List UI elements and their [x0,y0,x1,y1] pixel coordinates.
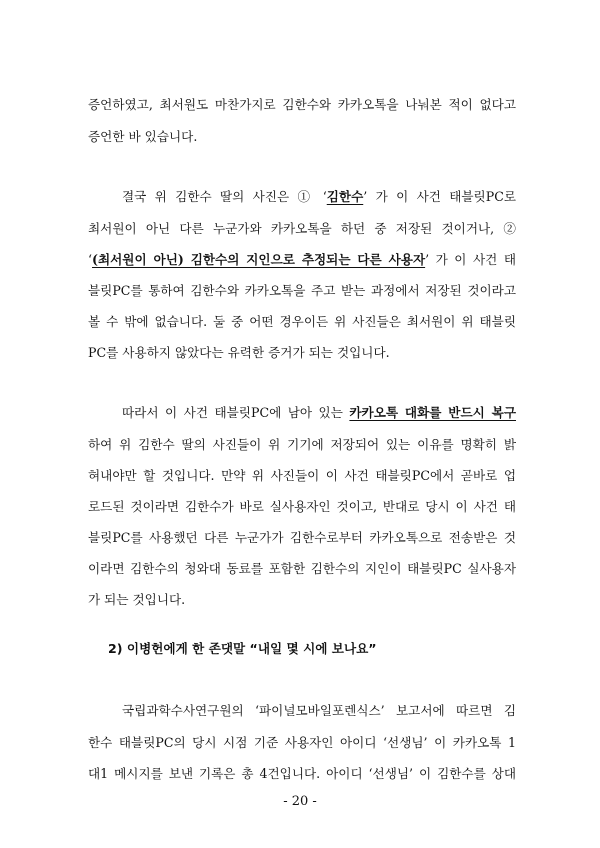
paragraph2-line6: PC를 사용하지 않았다는 유력한 증거가 되는 것입니다. [88,345,390,360]
paragraph3-line6: 이라면 김한수의 청와대 동료를 포함한 김한수의 지인이 태블릿PC 실사용자 [88,561,516,576]
paragraph2-line1 [88,188,516,206]
emphasis-other-user: (최서원이 아닌) 김한수의 지인으로 추정되는 다른 사용자 [92,252,426,267]
paragraph3-line5: 블릿PC를 사용했던 다른 누군가가 김한수로부터 카카오톡으로 전송받은 것 [88,530,516,545]
paragraph2-text: 결국 위 김한수 딸의 사진은 ① ‘ [122,189,327,204]
section-heading: 2) 이병헌에게 한 존댓말 “내일 몇 시에 보나요” [108,641,377,656]
paragraph2-line3 [88,251,516,269]
paragraph2-text: ‘ [88,252,93,267]
paragraph4-line1: 국립과학수사연구원의 ‘파이널모바일포렌식스’ 보고서에 따르면 김 [122,703,516,718]
paragraph2-line2: 최서원이 아닌 다른 누군가와 카카오톡을 하던 중 저장된 것이거나, ② [88,221,516,236]
paragraph3-line7: 가 되는 것입니다. [88,592,186,607]
page-number: - 20 - [283,794,317,809]
paragraph2-line5: 볼 수 밖에 없습니다. 둘 중 어떤 경우이든 위 사진들은 최서원이 위 태블릿 [88,314,516,329]
paragraph2-text: ’ 가 이 사건 태블릿PC로 [363,189,516,204]
paragraph1-line2: 증언한 바 있습니다. [88,129,198,144]
paragraph4-line3: 대1 메시지를 보낸 기록은 총 4건입니다. 아이디 ‘선생님’ 이 김한수를 상대 [88,766,516,781]
emphasis-kakaotalk-recovery: 카카오톡 대화를 반드시 복구 [349,405,516,420]
paragraph4-line2: 한수 태블릿PC의 당시 시점 기준 사용자인 아이디 ‘선생님’ 이 카카오톡 1 [88,735,516,750]
paragraph3-line1 [88,404,516,422]
paragraph2-text: ’ 가 이 사건 태 [425,252,516,267]
paragraph3-text: 따라서 이 사건 태블릿PC에 남아 있는 [122,405,350,420]
paragraph2-line4: 블릿PC를 통하여 김한수와 카카오톡을 주고 받는 과정에서 저장된 것이라고 [88,283,516,298]
paragraph3-line4: 로드된 것이라면 김한수가 바로 실사용자인 것이고, 반대로 당시 이 사건 태 [88,499,516,514]
paragraph1-line1: 증언하였고, 최서원도 마찬가지로 김한수와 카카오톡을 나눠본 적이 없다고 [88,97,516,112]
emphasis-kimhansu: 김한수 [326,189,364,204]
paragraph3-line3: 혀내야만 할 것입니다. 만약 위 사진들이 이 사건 태블릿PC에서 곧바로 업 [88,468,516,483]
paragraph3-line2: 하여 위 김한수 딸의 사진들이 위 기기에 저장되어 있는 이유를 명확히 밝 [88,437,516,452]
